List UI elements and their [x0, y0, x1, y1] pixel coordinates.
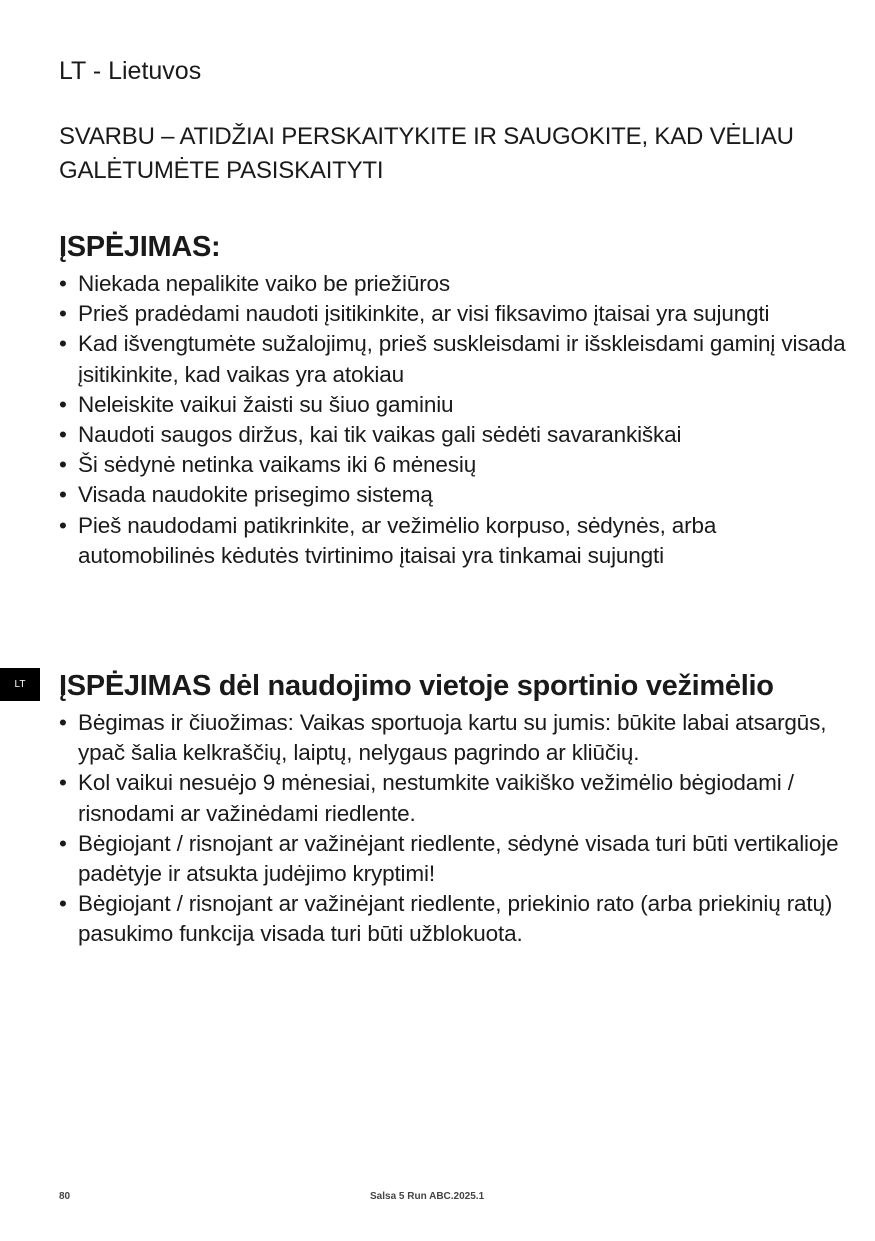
bullet-icon: • [59, 452, 67, 478]
list-item: • Naudoti saugos diržus, kai tik vaikas gali sėdėti savarankiškai [59, 420, 849, 450]
general-warning-heading: ĮSPĖJIMAS: [59, 231, 221, 263]
bullet-icon: • [59, 482, 67, 508]
sport-warning-section [59, 668, 849, 950]
bullet-icon: • [59, 391, 67, 417]
important-notice: SVARBU – ATIDŽIAI PERSKAITYKITE IR SAUGOKITE, KAD VĖLIAU GALĖTUMĖTE PASISKAITYTI [59, 123, 794, 184]
page-number: 80 [59, 1191, 71, 1202]
bullet-icon: • [59, 830, 67, 856]
list-item: • Bėgiojant / risnojant ar važinėjant riedlente, sėdynė visada turi būti vertikalioje padėtyje ir atsukta judėjimo kryptimi! [59, 830, 839, 887]
general-warning-list [59, 269, 849, 571]
language-side-tab: LT [0, 668, 40, 701]
list-item: • Kol vaikui nesuėjo 9 mėnesiai, nestumkite vaikiško vežimėlio bėgiodami / risnodami ar važinėdami riedlente. [59, 770, 794, 826]
bullet-icon: • [59, 770, 67, 796]
list-item: • Niekada nepalikite vaiko be priežiūros [59, 269, 849, 299]
bullet-icon: • [59, 331, 67, 357]
bullet-icon: • [59, 512, 67, 538]
general-warning-section [59, 229, 849, 571]
list-item: • Ši sėdynė netinka vaikams iki 6 mėnesių [59, 450, 849, 480]
list-item: • Prieš pradėdami naudoti įsitikinkite, ar visi fiksavimo įtaisai yra sujungti [59, 299, 849, 329]
list-item: • Kad išvengtumėte sužalojimų, prieš suskleisdami ir išskleisdami gaminį visada įsitikinkite, kad vaikas yra atokiau [59, 331, 846, 387]
list-item: • Bėgiojant / risnojant ar važinėjant riedlente, priekinio rato (arba priekinių ratų) pasukimo funkcija visada turi būti užblokuota. [59, 891, 833, 947]
list-item: • Neleiskite vaikui žaisti su šiuo gaminiu [59, 390, 849, 420]
bullet-icon: • [59, 710, 67, 735]
document-id: Salsa 5 Run ABC.2025.1 [370, 1191, 485, 1202]
list-item: • Bėgimas ir čiuožimas: Vaikas sportuoja kartu su jumis: būkite labai atsargūs, ypač šalia kelkraščių, laiptų, nelygaus pagrindo ar kliūčių. [59, 710, 827, 766]
list-item: • Visada naudokite prisegimo sistemą [59, 480, 849, 510]
bullet-icon: • [59, 891, 67, 917]
bullet-icon: • [59, 422, 67, 448]
language-title: LT - Lietuvos [59, 57, 202, 85]
bullet-icon: • [59, 301, 67, 327]
bullet-icon: • [59, 271, 67, 296]
list-item: • Pieš naudodami patikrinkite, ar vežimėlio korpuso, sėdynės, arba automobilinės kėdutės tvirtinimo įtaisai yra tinkamai sujungti [59, 512, 717, 568]
sport-warning-list [59, 708, 849, 950]
sport-warning-heading: ĮSPĖJIMAS dėl naudojimo vietoje sportinio vežimėlio [59, 670, 774, 702]
